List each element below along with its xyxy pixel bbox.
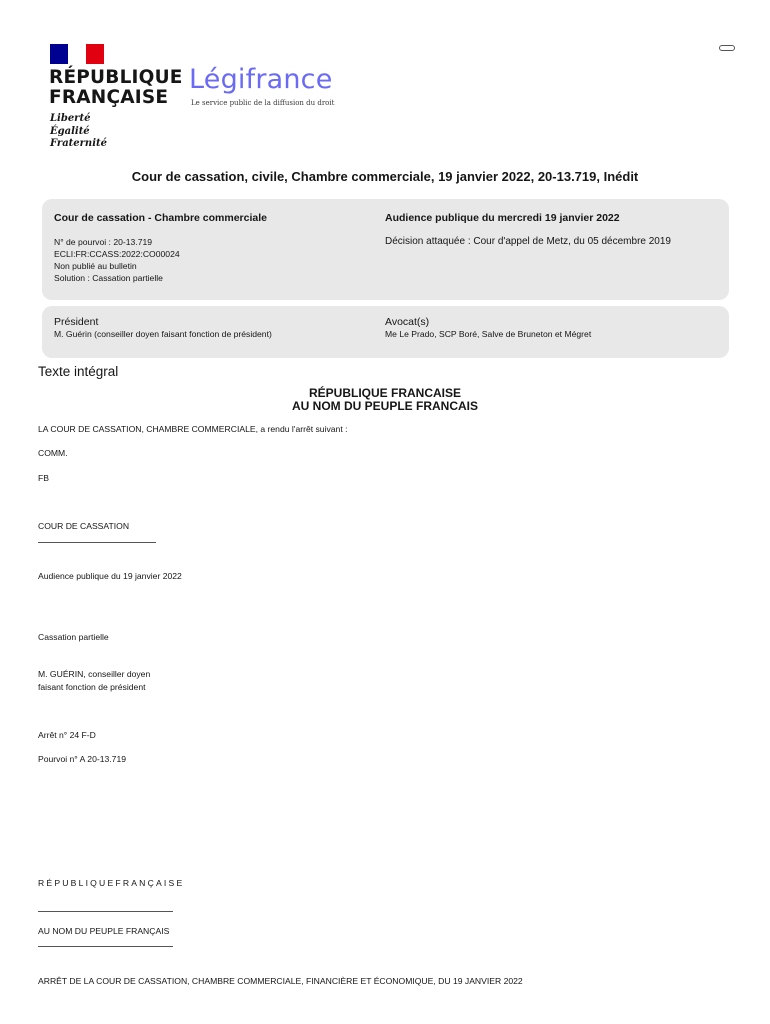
divider [38, 911, 173, 912]
document-title: Cour de cassation, civile, Chambre commerciale, 19 janvier 2022, 20-13.719, Inédit [131, 169, 639, 184]
republique-spaced-line: RÉPUBLIQUEFRANÇAISE [38, 878, 185, 888]
cour-line: COUR DE CASSATION [38, 521, 130, 531]
president-label: Président [54, 316, 99, 328]
section-title: Texte intégral [38, 364, 119, 379]
pourvoi-line: Pourvoi n° A 20-13.719 [38, 754, 127, 764]
fb-line: FB [38, 473, 49, 483]
fonction-line: faisant fonction de président [38, 682, 146, 692]
cassation-line: Cassation partielle [38, 632, 109, 642]
ecli-number: ECLI:FR:CCASS:2022:CO00024 [54, 249, 180, 259]
menu-button[interactable] [719, 45, 735, 51]
decision-info-box [42, 199, 729, 300]
french-flag-logo [50, 44, 104, 64]
parties-info-box [42, 306, 729, 358]
people-heading: AU NOM DU PEUPLE FRANCAIS [291, 399, 478, 413]
intro-line: LA COUR DE CASSATION, CHAMBRE COMMERCIALE, a rendu l'arrêt suivant : [38, 424, 348, 434]
divider [38, 542, 156, 543]
gov-name-line2: FRANÇAISE [49, 87, 169, 108]
arret-line: ARRÊT DE LA COUR DE CASSATION, CHAMBRE COMMERCIALE, FINANCIÈRE ET ÉCONOMIQUE, DU 19 JANVIER 2022 [38, 976, 523, 986]
divider [38, 946, 173, 947]
guerin-line: M. GUÉRIN, conseiller doyen [38, 669, 151, 679]
motto-liberte: Liberté [50, 113, 91, 124]
court-heading: Cour de cassation - Chambre commerciale [54, 212, 267, 224]
avocats-value: Me Le Prado, SCP Boré, Salve de Bruneton et Mégret [385, 329, 592, 339]
republique-francaise-logo [49, 68, 183, 108]
decision-attaquee: Décision attaquée : Cour d'appel de Metz, du 05 décembre 2019 [385, 236, 671, 247]
audience-heading: Audience publique du mercredi 19 janvier 2022 [385, 212, 620, 224]
republic-motto [50, 113, 107, 151]
president-value: M. Guérin (conseiller doyen faisant fonction de président) [54, 329, 272, 339]
publication-status: Non publié au bulletin [54, 261, 137, 271]
peuple-line: AU NOM DU PEUPLE FRANÇAIS [38, 926, 170, 936]
legifrance-logo[interactable]: Légifrance [189, 64, 333, 95]
avocats-label: Avocat(s) [385, 316, 430, 328]
motto-egalite: Égalité [50, 125, 90, 137]
comm-line: COMM. [38, 448, 68, 458]
gov-name-line1: RÉPUBLIQUE [49, 67, 183, 88]
motto-fraternite: Fraternité [50, 138, 107, 149]
solution: Solution : Cassation partielle [54, 273, 163, 283]
arret-number-line: Arrêt n° 24 F-D [38, 730, 96, 740]
brand-tagline: Le service public de la diffusion du droit [191, 99, 335, 107]
audience-line: Audience publique du 19 janvier 2022 [38, 571, 182, 581]
republic-heading: RÉPUBLIQUE FRANCAISE [308, 386, 461, 400]
pourvoi-number: N° de pourvoi : 20-13.719 [54, 237, 153, 247]
